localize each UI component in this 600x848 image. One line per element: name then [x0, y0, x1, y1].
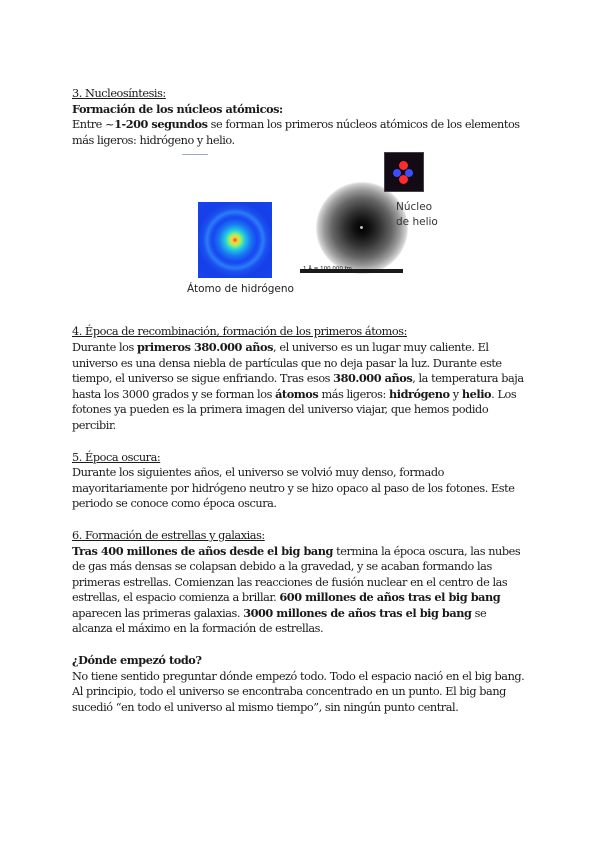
- bold-run: 3000 millones de años tras el big bang: [243, 605, 472, 620]
- bold-run: Tras 400 millones de años desde el big bang: [72, 543, 333, 558]
- bold-run: 1-200 segundos: [114, 117, 208, 132]
- spacer: [72, 512, 528, 528]
- spacer: [72, 434, 528, 450]
- section-heading: 4. Época de recombinación, formación de los primeros átomos:: [72, 325, 407, 339]
- bold-run: 380.000 años: [333, 371, 413, 386]
- document-page: [72, 86, 528, 715]
- section-estrellas-galaxias: [72, 528, 528, 637]
- section-paragraph: [72, 340, 528, 434]
- nucleus-caption: [396, 200, 438, 230]
- section-heading: 6. Formación de estrellas y galaxias:: [72, 528, 265, 542]
- text-run: Entre ~: [72, 118, 115, 132]
- atom-figure: [72, 152, 528, 312]
- section-subheading: Formación de los núcleos atómicos:: [72, 101, 283, 116]
- section-paragraph: [72, 117, 528, 148]
- section-recombinacion: [72, 324, 528, 433]
- figure-separator: [182, 154, 208, 155]
- text-run: . Los fotones ya pueden es la primera imagen del universo viajar, que hemos podido percibir.: [72, 387, 517, 432]
- text-run: , la temperatura baja hasta los 3000 grados y se forman los: [72, 372, 524, 401]
- nucleus-caption-line: de helio: [396, 216, 438, 229]
- bold-run: hidrógeno: [388, 386, 450, 401]
- bold-run: 600 millones de años tras el big bang: [279, 590, 501, 605]
- section-paragraph: [72, 544, 528, 638]
- spacer: [72, 637, 528, 653]
- text-run: se forman los primeros núcleos atómicos de los elementos más ligeros: hidrógeno y helio.: [72, 118, 520, 147]
- hydrogen-atom-image: [198, 202, 272, 278]
- text-run: y: [449, 387, 462, 401]
- section-epoca-oscura: [72, 450, 528, 512]
- section-heading: ¿Dónde empezó todo?: [72, 653, 202, 668]
- section-heading: 3. Nucleosíntesis:: [72, 87, 166, 100]
- nucleus-caption-line: Núcleo: [396, 201, 433, 214]
- bold-run: helio: [461, 386, 492, 401]
- section-paragraph: No tiene sentido preguntar dónde empezó todo. Todo el espacio nació en el big bang. Al principio, todo el universo se encontraba concentrado en un punto. El big bang sucedió “en todo el universo al mismo tiempo”, sin ningún punto central.: [72, 669, 525, 714]
- text-run: se alcanza el máximo en la formación de estrellas.: [72, 606, 487, 636]
- section-nucleosintesis: [72, 86, 528, 148]
- proton-icon: [399, 175, 408, 184]
- section-donde-empezo: [72, 653, 528, 715]
- text-run: más ligeros:: [318, 387, 389, 401]
- text-run: termina la época oscura, las nubes de gas más densas se colapsan debido a la gravedad, y se acaban formando las primeras estrellas. Comienzan las reacciones de fusión nuclear en el centro de las estrellas, el espacio comienza a brillar.: [72, 544, 521, 605]
- section-heading: 5. Época oscura:: [72, 450, 161, 464]
- text-run: Durante los: [72, 340, 137, 354]
- scale-bar: [300, 269, 403, 273]
- section-paragraph: Durante los siguientes años, el universo se volvió muy denso, formado mayoritariamente por hidrógeno neutro y se hizo opaco al paso de los fotones. Este periodo se conoce como época oscura.: [72, 466, 515, 511]
- text-run: aparecen las primeras galaxias.: [72, 606, 244, 620]
- bold-run: primeros 380.000 años: [136, 339, 274, 354]
- hydrogen-caption: Átomo de hidrógeno: [187, 283, 294, 296]
- bold-run: átomos: [275, 386, 319, 401]
- text-run: , el universo es un lugar muy caliente. El universo es una densa niebla de partículas que no deja pasar la luz. Durante este tiempo, el universo se sigue enfriando. Tras esos: [72, 340, 502, 386]
- helium-nucleus-inset: [384, 152, 424, 192]
